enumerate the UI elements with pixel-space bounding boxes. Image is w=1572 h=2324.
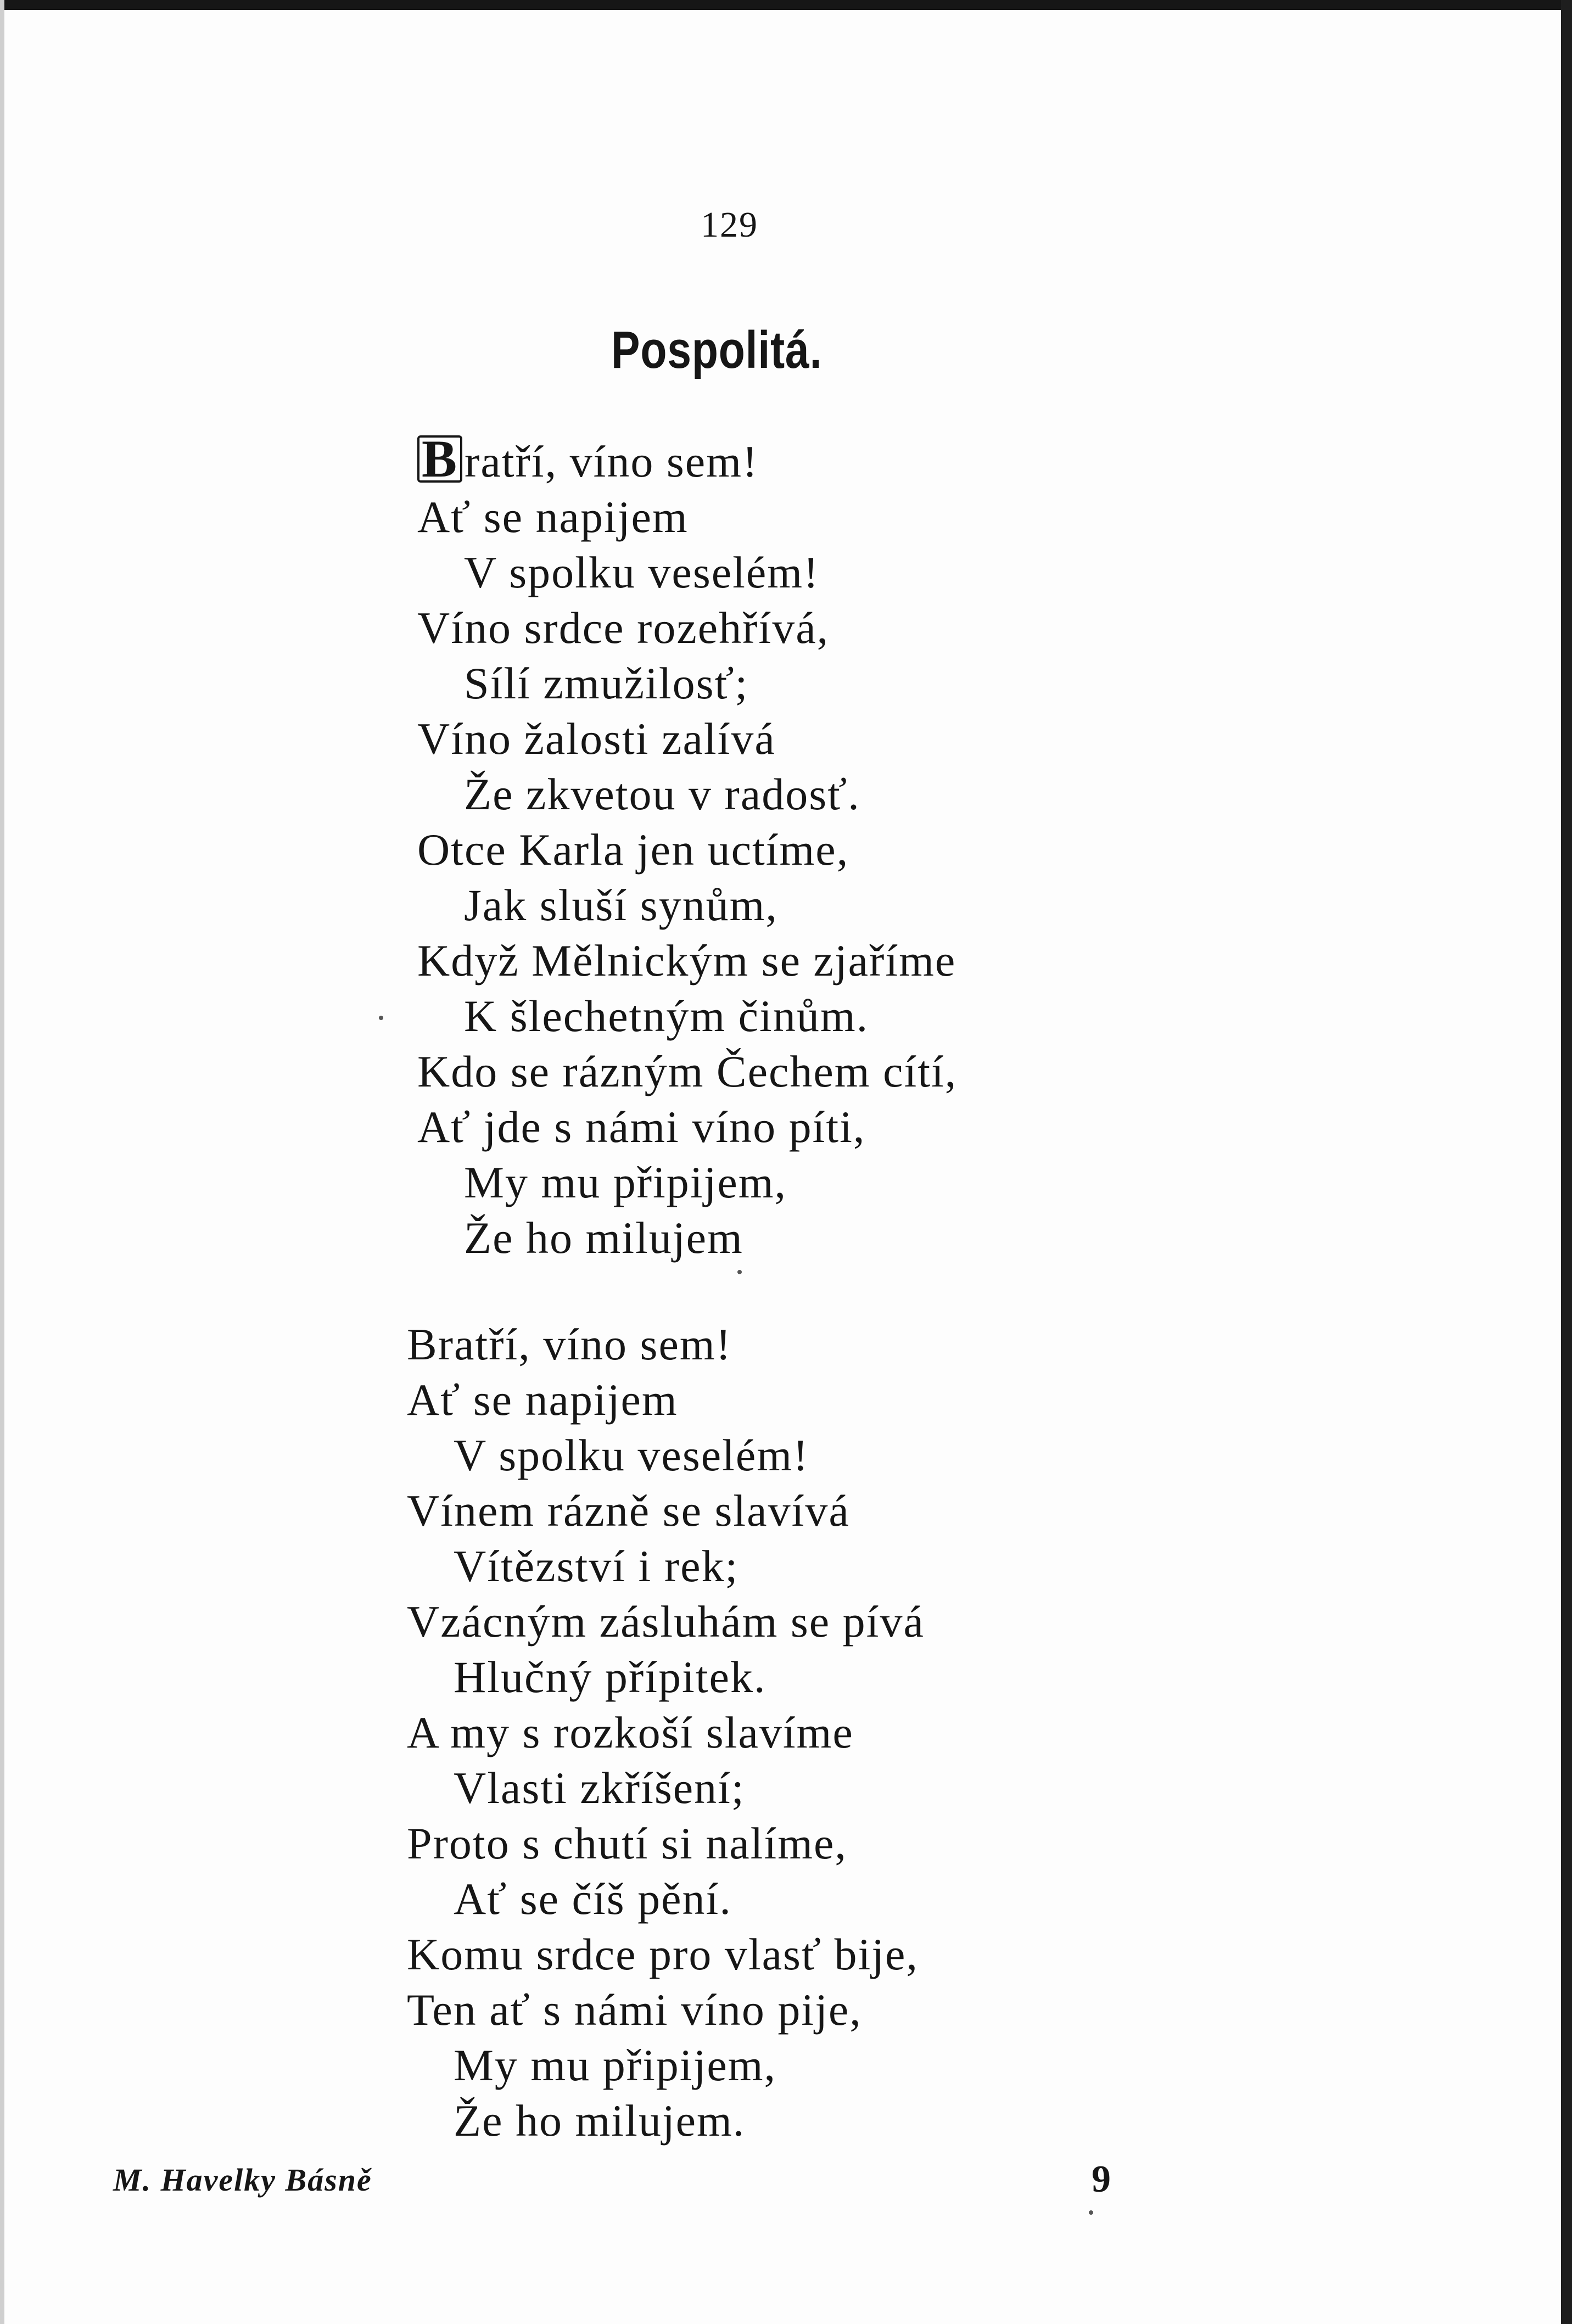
verse-text: ratří, víno sem! <box>465 436 759 486</box>
sheet-number: 9 <box>1092 2158 1111 2200</box>
verse-line: Vlasti zkříšení; <box>454 1763 745 1813</box>
verse-line: Víno srdce rozehřívá, <box>417 603 830 653</box>
verse-line: Komu srdce pro vlasť bije, <box>407 1929 919 1979</box>
scan-border-top <box>0 0 1572 10</box>
stanza-2 <box>407 1317 925 2148</box>
verse-line: Hlučný přípitek. <box>454 1652 767 1702</box>
verse-line: Jak sluší synům, <box>464 880 778 930</box>
verse-line: Proto s chutí si nalíme, <box>407 1818 847 1868</box>
verse-line: Vítězství i rek; <box>454 1541 739 1591</box>
verse-line <box>417 429 957 489</box>
verse-line: Sílí zmužilosť; <box>464 658 749 708</box>
verse-line: Vzácným zásluhám se pívá <box>407 1597 925 1647</box>
verse-line: My mu připijem, <box>454 2040 777 2090</box>
verse-line: Ten ať s námi víno pije, <box>407 1985 862 2035</box>
stanza-1 <box>417 429 958 1265</box>
verse-line: Ať se napijem <box>407 1375 678 1425</box>
book-page <box>4 10 1561 2324</box>
verse-line: Bratří, víno sem! <box>407 1319 732 1369</box>
verse-line: K šlechetným činům. <box>464 991 869 1041</box>
stray-ink-dot <box>379 1016 383 1020</box>
poem-title: Pospolitá. <box>611 321 823 379</box>
scan-border-left <box>0 0 4 2324</box>
verse-line: Když Mělnickým se zjaříme <box>417 936 956 985</box>
verse-line: Ať jde s námi víno píti, <box>417 1102 866 1152</box>
verse-line: Vínem rázně se slavívá <box>407 1486 850 1536</box>
verse-line: V spolku veselém! <box>454 1430 809 1480</box>
footer-signature: M. Havelky Básně <box>113 2162 372 2198</box>
verse-line: Že zkvetou v radosť. <box>464 769 860 819</box>
verse-line: My mu připijem, <box>464 1157 787 1207</box>
verse-line: Že ho milujem. <box>454 2096 746 2146</box>
page-number: 129 <box>701 205 758 245</box>
verse-line: A my s rozkoší slavíme <box>407 1707 854 1757</box>
stray-ink-dot <box>737 1270 742 1274</box>
verse-line: V spolku veselém! <box>464 547 820 597</box>
scan-border-right <box>1561 0 1572 2324</box>
drop-cap-initial: B <box>417 435 462 483</box>
verse-line: Kdo se rázným Čechem cítí, <box>417 1046 958 1096</box>
verse-line: Víno žalosti zalívá <box>417 714 776 764</box>
verse-line: Otce Karla jen uctíme, <box>417 825 849 875</box>
verse-line: Ať se číš pění. <box>454 1874 732 1924</box>
verse-line: Ať se napijem <box>417 492 689 542</box>
verse-line: Že ho milujem <box>464 1213 743 1263</box>
stray-ink-dot <box>1089 2210 1093 2215</box>
